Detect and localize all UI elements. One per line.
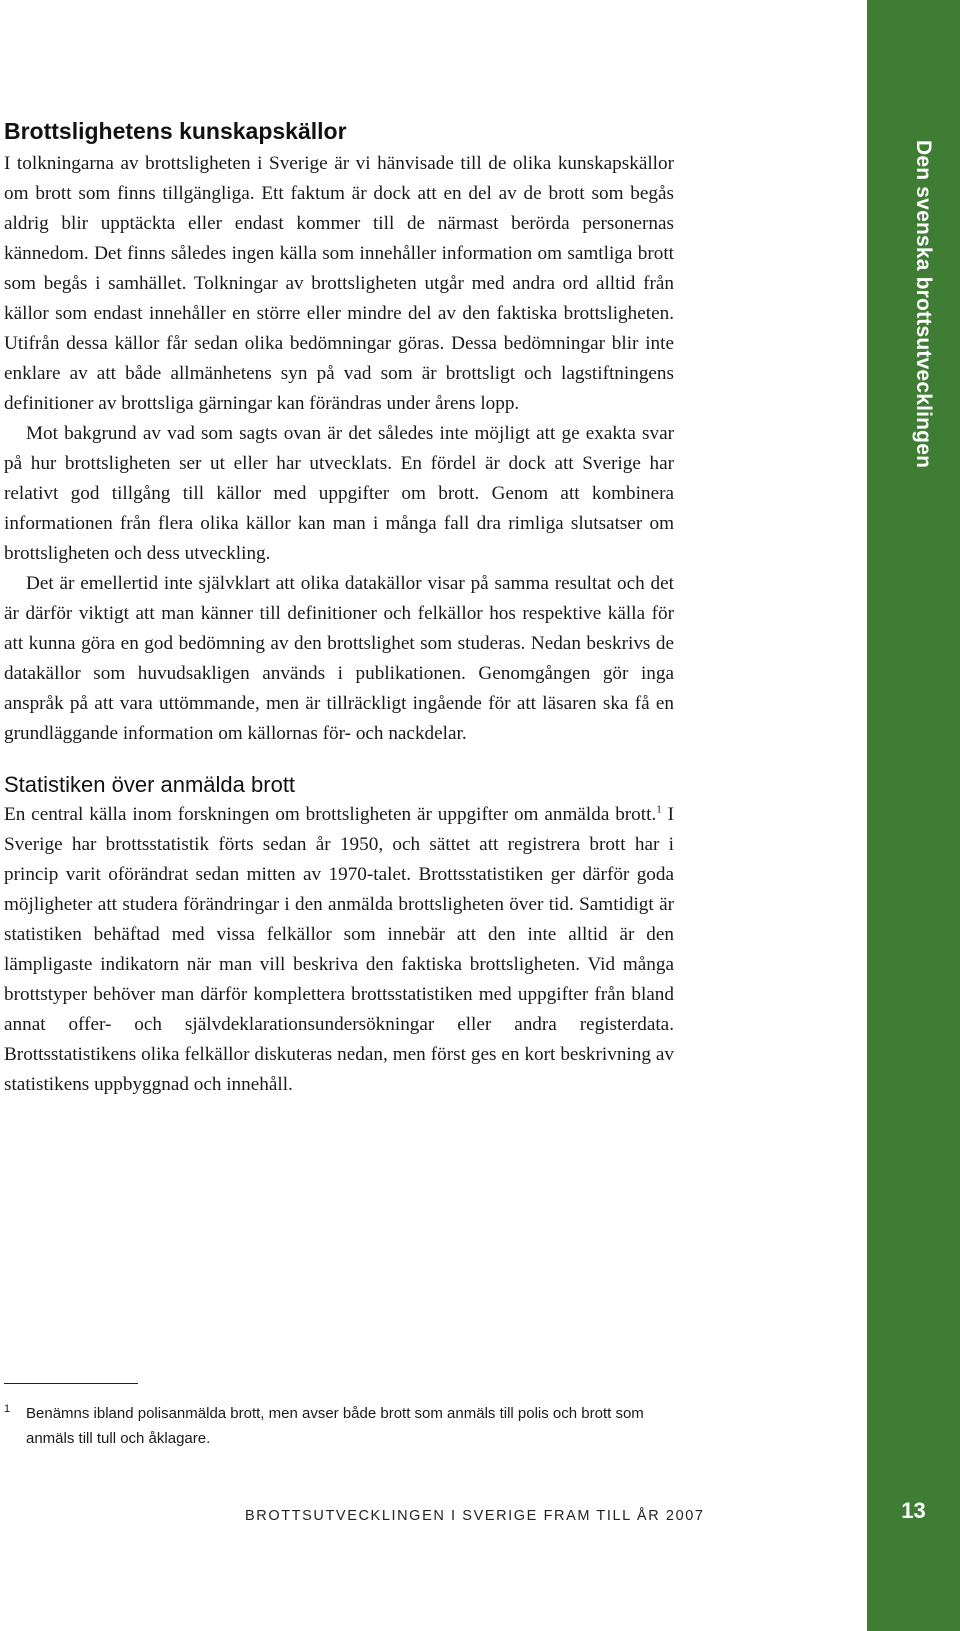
body-paragraph-2: Mot bakgrund av vad som sagts ovan är det således inte möjligt att ge exakta svar på hur brottsligheten ser ut eller har utvecklats. En fördel är dock att Sverige har relativt god tillgång till källor med uppgifter om brott. Genom att kombinera informationen från flera olika källor kan man i många fall dra rimliga slutsatser om brottsligheten och dess utveckling. (4, 423, 674, 564)
running-footer: BROTTSUTVECKLINGEN I SVERIGE FRAM TILL ÅR 2007 (245, 1508, 705, 1524)
section-heading-kunskapskallor: Brottslighetens kunskapskällor (4, 118, 347, 144)
footnote-text: Benämns ibland polisanmälda brott, men avser både brott som anmäls till polis och brott som anmäls till tull och åklagare. (26, 1405, 644, 1447)
footnote-mark: 1 (4, 1403, 11, 1415)
footnote-reference[interactable]: 1 (656, 803, 662, 816)
sidebar-title: Den svenska brottsutvecklingen (912, 140, 935, 469)
section-anmalda-brott (4, 772, 674, 1100)
body-paragraph-4 (4, 800, 674, 1100)
paragraph-4-rest: I Sverige har brottsstatistik förts sedan år 1950, och sättet att registrera brott har i princip varit oförändrat sedan mitten av 1970-talet. Brottsstatistiken ger därför goda möjligheter att studera förändringar i den anmälda brottsligheten över tid. Samtidigt är statistiken behäftad med vissa felkällor som innebär att den inte alltid är den lämpligaste indikatorn när man vill beskriva den faktiska brottsligheten. Vid många brottstyper behöver man därför komplettera brottsstatistiken med uppgifter från bland annat offer- och självdeklarationsundersökningar eller andra registerdata. Brottsstatistikens olika felkällor diskuteras nedan, men först ges en kort beskrivning av statistikens uppbyggnad och innehåll. (4, 804, 675, 1095)
main-content (4, 118, 674, 1100)
section-heading-statistiken: Statistiken över anmälda brott (4, 772, 296, 797)
page-number: 13 (901, 1498, 926, 1523)
paragraph-4-start: En central källa inom forskningen om brottsligheten är uppgifter om anmälda brott. (4, 804, 657, 825)
body-paragraph-1: I tolkningarna av brottsligheten i Sverige är vi hänvisade till de olika kunskapskällor om brott som finns tillgängliga. Ett faktum är dock att en del av de brott som begås aldrig blir upptäckta eller endast kommer till de närmast berörda personernas kännedom. Det finns således ingen källa som innehåller information om samtliga brott som begås i samhället. Tolkningar av brottsligheten utgår med andra ord alltid från källor som endast innehåller en större eller mindre del av den faktiska brottsligheten. Utifrån dessa källor får sedan olika bedömningar göras. Dessa bedömningar blir inte enklare av att både allmänhetens syn på vad som är brottsligt och lagstiftningens definitioner av brottsliga gärningar kan förändras under årens lopp. (4, 153, 674, 414)
footnote (4, 1401, 684, 1451)
body-paragraph-3: Det är emellertid inte självklart att olika datakällor visar på samma resultat och det är därför viktigt att man känner till definitioner och felkällor hos respektive källa för att kunna göra en god bedömning av den brottslighet som studeras. Nedan beskrivs de datakällor som huvudsakligen används i publikationen. Genomgången gör inga anspråk på att vara uttömmande, men är tillräckligt ingående för att läsaren ska få en grundläggande information om källornas för- och nackdelar. (4, 573, 674, 744)
footnote-divider (4, 1383, 138, 1384)
